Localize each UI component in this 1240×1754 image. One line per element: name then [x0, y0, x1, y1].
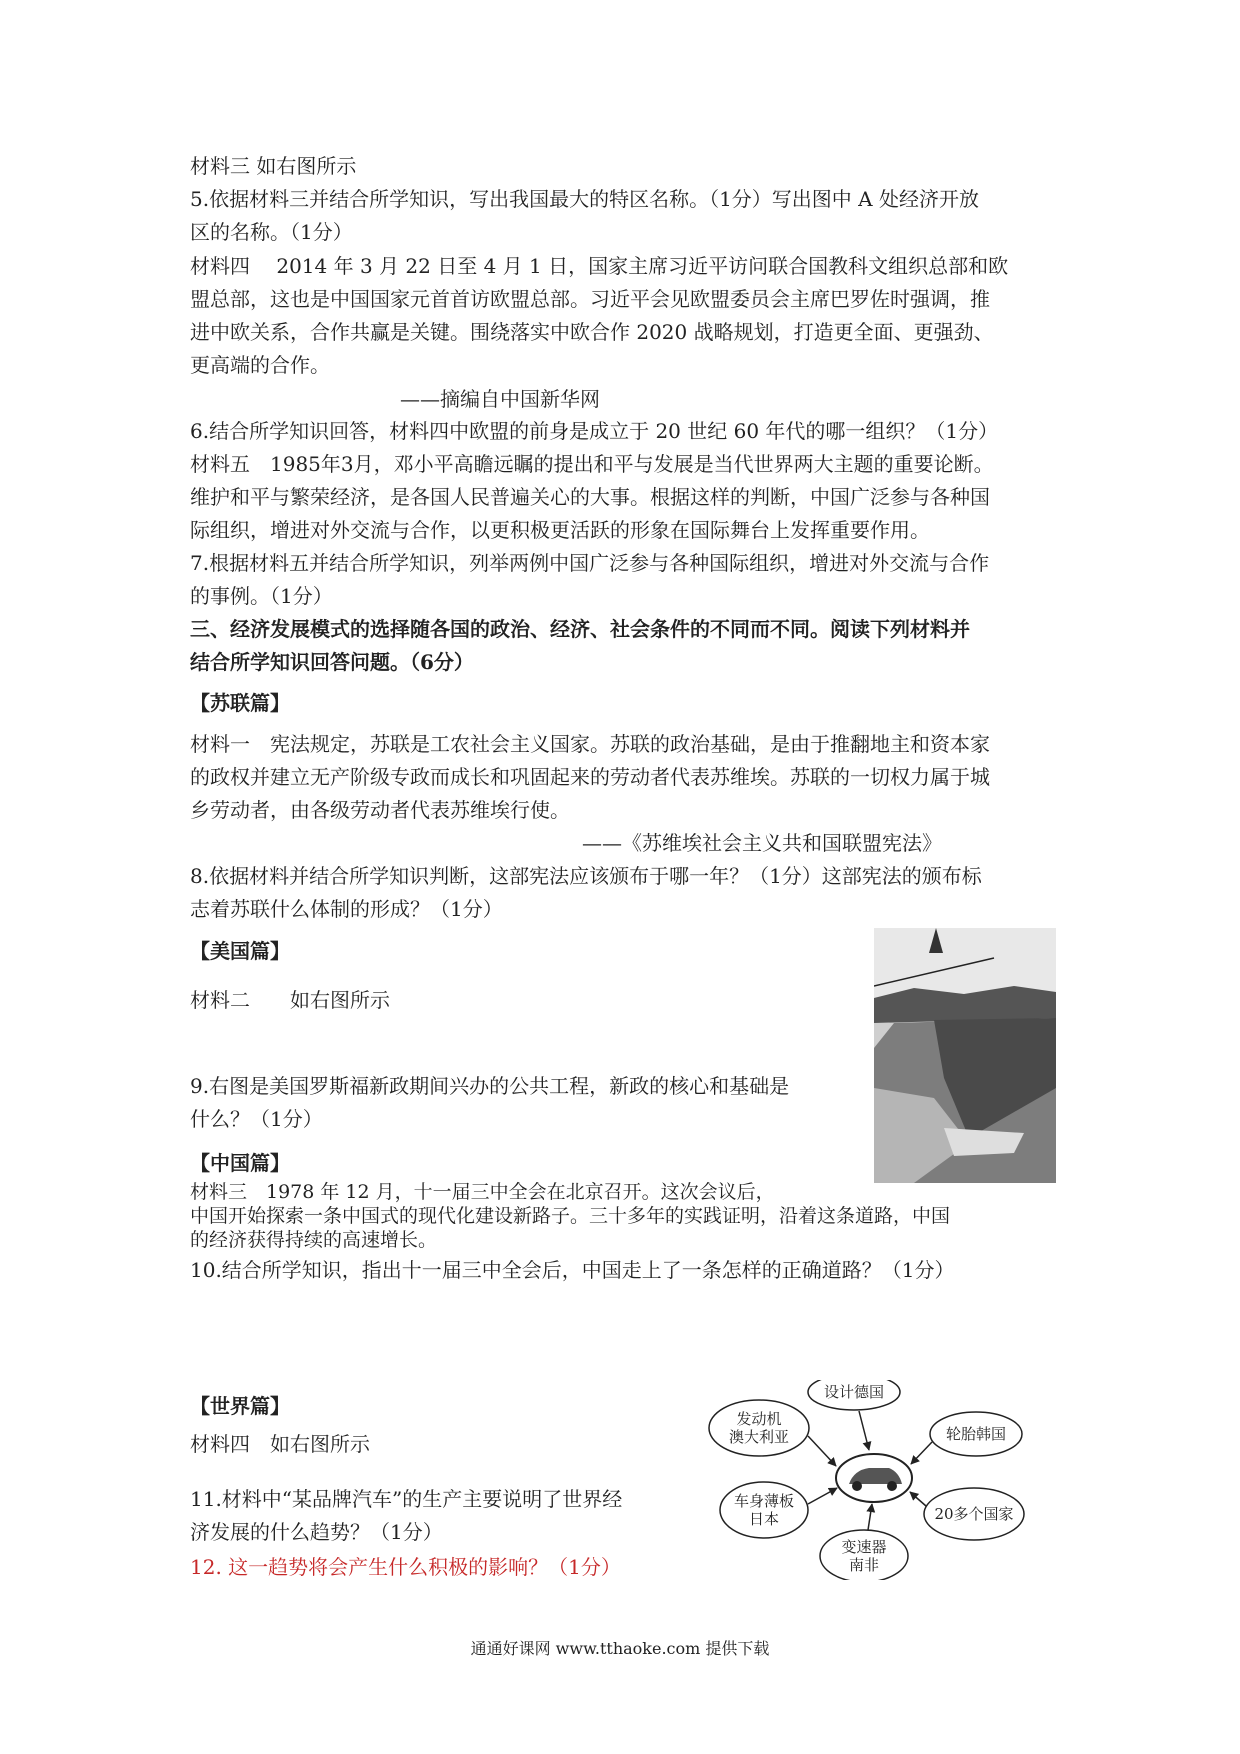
text-line: 【中国篇】	[190, 1151, 290, 1175]
text-line: 中国开始探索一条中国式的现代化建设新路子。三十多年的实践证明，沿着这条道路，中国	[190, 1205, 951, 1227]
text-line: 志着苏联什么体制的形成？（1分）	[190, 897, 503, 921]
text-line: 材料四 2014 年 3 月 22 日至 4 月 1 日，国家主席习近平访问联合国教科文组织总部和欧	[190, 254, 1009, 278]
text-line: 维护和平与繁荣经济，是各国人民普遍关心的大事。根据这样的判断，中国广泛参与各种国	[190, 485, 990, 509]
dam-photo	[874, 928, 1056, 1183]
text-line: 的经济获得持续的高速增长。	[190, 1229, 438, 1251]
text-line: 的事例。（1分）	[190, 584, 333, 608]
diagram-node-top: 设计德国	[823, 1383, 885, 1401]
text-line: 7.根据材料五并结合所学知识，列举两例中国广泛参与各种国际组织，增进对外交流与合作	[190, 551, 990, 575]
text-line: 济发展的什么趋势？（1分）	[190, 1520, 443, 1544]
text-line: 材料一 宪法规定，苏联是工农社会主义国家。苏联的政治基础，是由于推翻地主和资本家	[190, 732, 990, 756]
diagram-node-left-1: 发动机	[736, 1410, 782, 1428]
diagram-node-bottomleft-1: 车身薄板	[733, 1492, 795, 1510]
diagram-node-bottomright: 20多个国家	[934, 1505, 1014, 1523]
text-line: 【苏联篇】	[190, 691, 290, 715]
text-line: 际组织，增进对外交流与合作，以更积极更活跃的形象在国际舞台上发挥重要作用。	[190, 518, 930, 542]
text-line: 【美国篇】	[190, 939, 290, 963]
text-line: 材料三 如右图所示	[190, 154, 357, 178]
diagram-node-bottomleft-2: 日本	[748, 1510, 780, 1528]
diagram-node-bottom-1: 变速器	[841, 1538, 887, 1556]
text-line: 盟总部，这也是中国国家元首首访欧盟总部。习近平会见欧盟委员会主席巴罗佐时强调，推	[190, 287, 990, 311]
text-line: 【世界篇】	[190, 1394, 290, 1418]
text-line: 材料二 如右图所示	[190, 988, 390, 1012]
text-line: 12. 这一趋势将会产生什么积极的影响？（1分）	[190, 1555, 621, 1579]
page-footer: 通通好课网 www.tthaoke.com 提供下载	[470, 1639, 770, 1658]
text-line: 5.依据材料三并结合所学知识，写出我国最大的特区名称。（1分）写出图中 A 处经济开放	[190, 187, 979, 211]
text-line: ——摘编自中国新华网	[400, 387, 600, 411]
text-line: 乡劳动者，由各级劳动者代表苏维埃行使。	[190, 798, 570, 822]
diagram-node-left-2: 澳大利亚	[728, 1428, 790, 1446]
text-line: 三、经济发展模式的选择随各国的政治、经济、社会条件的不同而不同。阅读下列材料并	[190, 617, 970, 641]
text-line: 材料五 1985年3月，邓小平高瞻远瞩的提出和平与发展是当代世界两大主题的重要论断。	[190, 452, 994, 476]
text-line: 更高端的合作。	[190, 353, 330, 377]
car-production-diagram	[704, 1380, 1044, 1580]
text-line: 材料三 1978 年 12 月，十一届三中全会在北京召开。这次会议后，	[190, 1181, 775, 1203]
diagram-node-right: 轮胎韩国	[945, 1425, 1007, 1443]
text-line: 8.依据材料并结合所学知识判断，这部宪法应该颁布于哪一年？（1分）这部宪法的颁布标	[190, 864, 982, 888]
text-line: 9.右图是美国罗斯福新政期间兴办的公共工程，新政的核心和基础是	[190, 1074, 790, 1098]
text-line: 11.材料中“某品牌汽车”的生产主要说明了世界经	[190, 1487, 623, 1511]
text-line: 进中欧关系，合作共赢是关键。围绕落实中欧合作 2020 战略规划，打造更全面、更强劲、	[190, 320, 994, 344]
text-line: 区的名称。（1分）	[190, 220, 353, 244]
text-line: ——《苏维埃社会主义共和国联盟宪法》	[582, 831, 942, 855]
text-line: 6.结合所学知识回答，材料四中欧盟的前身是成立于 20 世纪 60 年代的哪一组织？（1分）	[190, 419, 999, 443]
text-line: 的政权并建立无产阶级专政而成长和巩固起来的劳动者代表苏维埃。苏联的一切权力属于城	[190, 765, 990, 789]
text-line: 10.结合所学知识，指出十一届三中全会后，中国走上了一条怎样的正确道路？（1分）	[190, 1258, 955, 1282]
diagram-node-bottom-2: 南非	[848, 1556, 880, 1574]
text-line: 什么？（1分）	[190, 1107, 323, 1131]
text-line: 材料四 如右图所示	[190, 1432, 370, 1456]
text-line: 结合所学知识回答问题。（6分）	[190, 650, 474, 674]
